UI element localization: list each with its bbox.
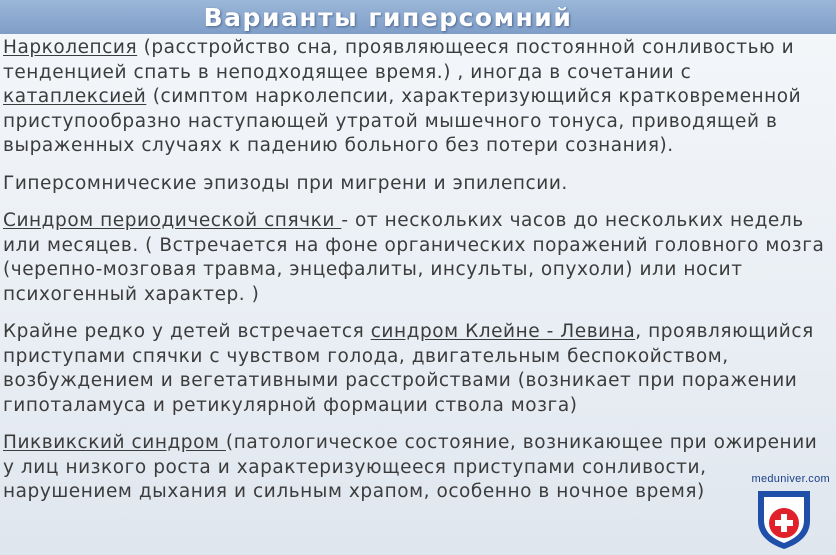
text-line xyxy=(3,456,835,481)
text-line xyxy=(3,345,835,370)
text-line xyxy=(3,320,835,345)
text-line xyxy=(3,394,835,419)
text-segment: гипоталамуса и ретикулярной формации ствола мозга) xyxy=(3,394,578,416)
text-segment: тенденцией спать в неподходящее время.) , иногда в сочетании с xyxy=(3,61,692,83)
text-segment: (расстройство сна, проявляющееся постоянной сонливостью и xyxy=(137,37,795,58)
text-segment: у лиц низкого роста и характеризующееся приступами сонливости, xyxy=(3,456,707,478)
term-underlined: Синдром периодической спячки xyxy=(3,210,342,231)
slide-title: Варианты гиперсомний xyxy=(203,2,573,32)
paragraph xyxy=(3,36,835,159)
text-segment: (симптом нарколепсии, характеризующийся кратковременной xyxy=(146,86,802,107)
text-segment: Крайне редко у детей встречается xyxy=(3,321,371,342)
text-segment: приступами спячки с чувством голода, двигательным беспокойством, xyxy=(3,345,729,367)
text-segment: , проявляющийся xyxy=(635,321,814,342)
text-segment: или месяцев. ( Встречается на фоне органических поражений головного мозга xyxy=(3,234,825,256)
text-line xyxy=(3,134,835,159)
text-segment: возбуждением и вегетативными расстройствами (возникает при поражении xyxy=(3,370,798,391)
text-line xyxy=(3,172,835,197)
text-line xyxy=(3,36,835,61)
text-line xyxy=(3,369,835,394)
text-line xyxy=(3,258,835,283)
text-segment: приступообразно наступающей утратой мышечного тонуса, приводящей в xyxy=(3,110,778,132)
text-line xyxy=(3,85,835,110)
text-segment: (черепно-мозговая травма, энцефалиты, инсульты, опухоли) или носит xyxy=(3,259,743,280)
term-underlined: Нарколепсия xyxy=(3,37,138,58)
term-underlined: Пиквикский синдром xyxy=(3,432,226,453)
text-segment: (патологическое состояние, возникающее при ожирении xyxy=(225,432,818,453)
paragraph xyxy=(3,209,835,307)
medical-cross-shield-icon xyxy=(752,487,816,551)
text-segment: Гиперсомнические эпизоды при мигрени и эпилепсии. xyxy=(3,172,568,194)
term-underlined: катаплексией xyxy=(3,86,147,107)
text-line xyxy=(3,283,835,308)
text-line xyxy=(3,209,835,234)
slide-content xyxy=(3,36,835,518)
text-line xyxy=(3,234,835,259)
paragraph xyxy=(3,172,835,197)
paragraph xyxy=(3,431,835,505)
watermark-logo xyxy=(736,473,832,551)
paragraph xyxy=(3,320,835,418)
text-line xyxy=(3,110,835,135)
text-segment: психогенный характер. ) xyxy=(3,283,260,305)
text-line xyxy=(3,480,835,505)
text-segment: выраженных случаях к падению больного без потери сознания). xyxy=(3,135,674,156)
text-segment: - от нескольких часов до нескольких недель xyxy=(341,210,804,231)
text-segment: нарушением дыхания и сильным храпом, особенно в ночное время) xyxy=(3,481,705,502)
term-underlined: синдром Клейне - Левина xyxy=(370,321,636,342)
text-line xyxy=(3,431,835,456)
watermark-text: meduniver.com xyxy=(751,473,830,485)
title-bar xyxy=(0,0,836,34)
text-line xyxy=(3,61,835,86)
